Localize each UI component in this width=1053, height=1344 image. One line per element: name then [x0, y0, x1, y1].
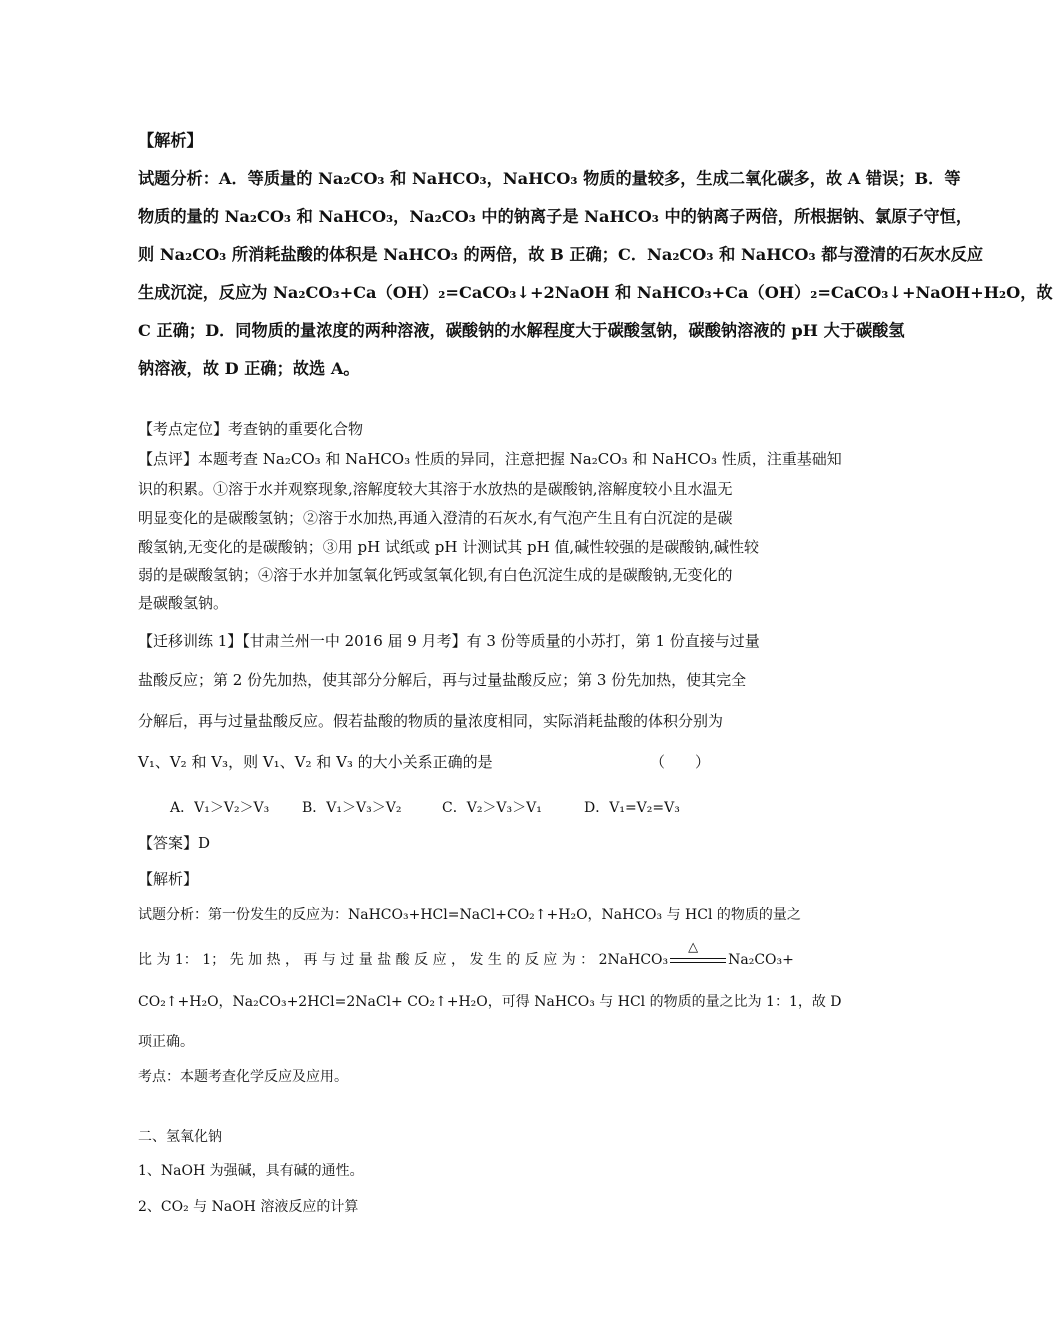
analysis-line-6: 钠溶液，故 D 正确；故选 A。 — [138, 359, 360, 378]
dianping-line-1: 【点评】本题考查 Na₂CO₃ 和 NaHCO₃ 性质的异同，注意把握 Na₂CO₃ 和 NaHCO₃ 性质，注重基础知 — [138, 450, 842, 468]
analysis2-kaodian: 考点：本题考查化学反应及应用。 — [138, 1069, 348, 1085]
analysis-heading: 【解析】 — [138, 131, 203, 150]
analysis2-heading: 【解析】 — [138, 870, 199, 888]
option-a: A．V₁＞V₂＞V₃ — [170, 800, 270, 816]
option-d: D．V₁=V₂=V₃ — [584, 800, 680, 816]
analysis2-line-4: 项正确。 — [138, 1034, 194, 1050]
analysis2-line-2-text: 比 为 1： 1； 先 加 热 ， 再 与 过 量 盐 酸 反 应 ， 发 生 的 反 应 为 ： 2NaHCO₃ — [138, 952, 669, 968]
transfer-line-1: 【迁移训练 1】【甘肃兰州一中 2016 届 9 月考】有 3 份等质量的小苏打，第 1 份直接与过量 — [138, 632, 760, 650]
transfer-question-line: V₁、V₂ 和 V₃，则 V₁、V₂ 和 V₃ 的大小关系正确的是 — [138, 753, 493, 771]
dianping-line-5: 弱的是碳酸氢钠；④溶于水并加氢氧化钙或氢氧化钡,有白色沉淀生成的是碳酸钠,无变化的 — [138, 566, 733, 584]
dianping-line-3: 明显变化的是碳酸氢钠；②溶于水加热,再通入澄清的石灰水,有气泡产生且有白沉淀的是碳 — [138, 509, 733, 527]
analysis-line-1: 试题分析：A．等质量的 Na₂CO₃ 和 NaHCO₃，NaHCO₃ 物质的量较多，生成二氧化碳多，故 A 错误；B．等 — [138, 169, 961, 188]
analysis2-line-1: 试题分析：第一份发生的反应为：NaHCO₃+HCl=NaCl+CO₂↑+H₂O，NaHCO₃ 与 HCl 的物质的量之 — [138, 907, 801, 923]
dianping-line-2: 识的积累。①溶于水并观察现象,溶解度较大其溶于水放热的是碳酸钠,溶解度较小且水温无 — [138, 480, 733, 498]
answer-line: 【答案】D — [138, 834, 211, 852]
analysis2-line-3: CO₂↑+H₂O，Na₂CO₃+2HCl=2NaCl+ CO₂↑+H₂O，可得 NaHCO₃ 与 HCl 的物质的量之比为 1：1，故 D — [138, 994, 842, 1010]
heating-equals-sign — [668, 940, 728, 968]
analysis2-line-2 — [138, 940, 794, 969]
analysis-line-2: 物质的量的 Na₂CO₃ 和 NaHCO₃，Na₂CO₃ 中的钠离子是 NaHCO₃ 中的钠离子两倍，所根据钠、氯原子守恒， — [138, 207, 973, 226]
analysis-line-4: 生成沉淀，反应为 Na₂CO₃+Ca（OH）₂=CaCO₃↓+2NaOH 和 NaHCO₃+Ca（OH）₂=CaCO₃↓+NaOH+H₂O，故 — [138, 283, 1053, 302]
dianping-line-6: 是碳酸氢钠。 — [138, 594, 229, 612]
kaodian-line: 【考点定位】考查钠的重要化合物 — [138, 420, 364, 438]
option-c: C．V₂＞V₃＞V₁ — [442, 800, 542, 816]
analysis-line-3: 则 Na₂CO₃ 所消耗盐酸的体积是 NaHCO₃ 的两倍，故 B 正确；C．Na₂CO₃ 和 NaHCO₃ 都与澄清的石灰水反应 — [138, 245, 984, 264]
section-title-naoh: 二、氢氧化钠 — [138, 1129, 222, 1145]
dianping-line-4: 酸氢钠,无变化的是碳酸钠；③用 pH 试纸或 pH 计测试其 pH 值,碱性较强的是碳酸钠,碱性较 — [138, 538, 759, 556]
naoh-item-2: 2、CO₂ 与 NaOH 溶液反应的计算 — [138, 1199, 359, 1215]
heat-triangle-icon: △ — [688, 940, 699, 955]
transfer-line-2: 盐酸反应；第 2 份先加热，使其部分分解后，再与过量盐酸反应；第 3 份先加热，使其完全 — [138, 671, 747, 689]
transfer-line-3: 分解后，再与过量盐酸反应。假若盐酸的物质的量浓度相同，实际消耗盐酸的体积分别为 — [138, 712, 724, 730]
analysis2-line-2-product: Na₂CO₃+ — [728, 952, 794, 968]
naoh-item-1: 1、NaOH 为强碱，具有碱的通性。 — [138, 1163, 364, 1179]
option-b: B．V₁＞V₃＞V₂ — [302, 800, 402, 816]
answer-bracket: （ ） — [650, 753, 711, 771]
analysis-line-5: C 正确；D．同物质的量浓度的两种溶液，碳酸钠的水解程度大于碳酸氢钠，碳酸钠溶液的 pH 大于碳酸氢 — [138, 321, 905, 340]
